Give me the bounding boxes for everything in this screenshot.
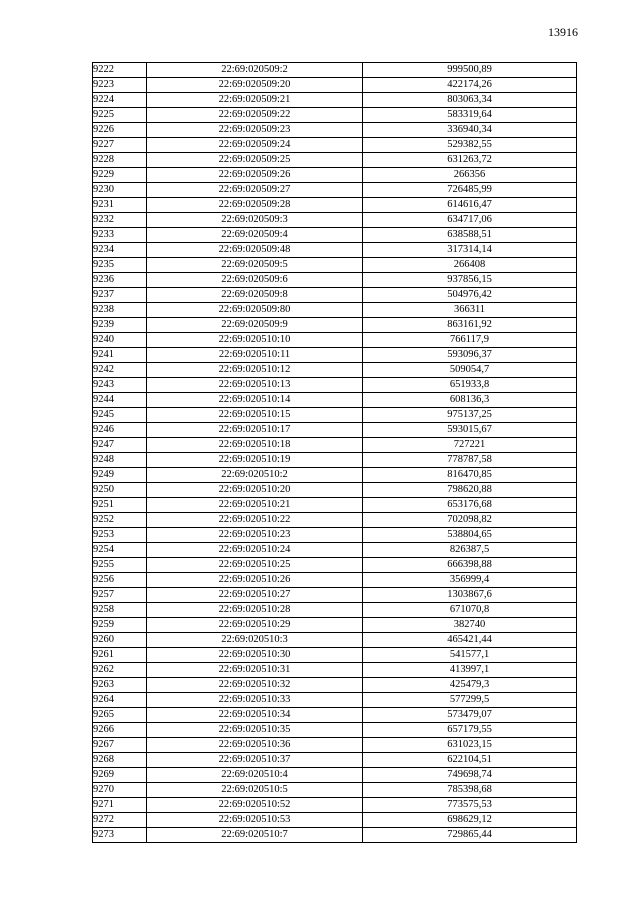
cadastral-value-cell: 608136,3 (363, 393, 577, 408)
cadastral-number-cell: 22:69:020509:20 (147, 78, 363, 93)
cadastral-value-cell: 336940,34 (363, 123, 577, 138)
row-number-cell: 9249 (93, 468, 147, 483)
table-row (93, 768, 577, 783)
cadastral-number-cell: 22:69:020510:31 (147, 663, 363, 678)
cadastral-value-cell: 666398,88 (363, 558, 577, 573)
row-number-cell: 9248 (93, 453, 147, 468)
cadastral-number-cell: 22:69:020510:29 (147, 618, 363, 633)
cadastral-value-cell: 826387,5 (363, 543, 577, 558)
cadastral-value-cell: 729865,44 (363, 828, 577, 843)
cadastral-value-cell: 577299,5 (363, 693, 577, 708)
cadastral-number-cell: 22:69:020509:22 (147, 108, 363, 123)
table-row (93, 648, 577, 663)
cadastral-value-cell: 413997,1 (363, 663, 577, 678)
table-row (93, 543, 577, 558)
table-row (93, 78, 577, 93)
table-row (93, 138, 577, 153)
row-number-cell: 9261 (93, 648, 147, 663)
table-row (93, 423, 577, 438)
row-number-cell: 9244 (93, 393, 147, 408)
cadastral-number-cell: 22:69:020510:22 (147, 513, 363, 528)
table-row (93, 528, 577, 543)
row-number-cell: 9247 (93, 438, 147, 453)
cadastral-value-cell: 975137,25 (363, 408, 577, 423)
row-number-cell: 9273 (93, 828, 147, 843)
row-number-cell: 9266 (93, 723, 147, 738)
cadastral-value-cell: 999500,89 (363, 63, 577, 78)
row-number-cell: 9233 (93, 228, 147, 243)
row-number-cell: 9252 (93, 513, 147, 528)
row-number-cell: 9245 (93, 408, 147, 423)
table-row (93, 753, 577, 768)
table-row (93, 438, 577, 453)
cadastral-number-cell: 22:69:020509:2 (147, 63, 363, 78)
table-row (93, 183, 577, 198)
table-row (93, 318, 577, 333)
cadastral-number-cell: 22:69:020510:53 (147, 813, 363, 828)
table-body (93, 63, 577, 843)
cadastral-number-cell: 22:69:020510:35 (147, 723, 363, 738)
row-number-cell: 9241 (93, 348, 147, 363)
cadastral-number-cell: 22:69:020510:3 (147, 633, 363, 648)
cadastral-number-cell: 22:69:020509:23 (147, 123, 363, 138)
cadastral-number-cell: 22:69:020509:25 (147, 153, 363, 168)
cadastral-value-cell: 593015,67 (363, 423, 577, 438)
table-row (93, 453, 577, 468)
cadastral-number-cell: 22:69:020510:34 (147, 708, 363, 723)
row-number-cell: 9243 (93, 378, 147, 393)
cadastral-number-cell: 22:69:020510:32 (147, 678, 363, 693)
row-number-cell: 9250 (93, 483, 147, 498)
row-number-cell: 9270 (93, 783, 147, 798)
table-row (93, 333, 577, 348)
cadastral-number-cell: 22:69:020510:11 (147, 348, 363, 363)
cadastral-value-cell: 634717,06 (363, 213, 577, 228)
row-number-cell: 9238 (93, 303, 147, 318)
cadastral-number-cell: 22:69:020510:27 (147, 588, 363, 603)
row-number-cell: 9259 (93, 618, 147, 633)
row-number-cell: 9253 (93, 528, 147, 543)
row-number-cell: 9235 (93, 258, 147, 273)
table-row (93, 798, 577, 813)
table-row (93, 738, 577, 753)
row-number-cell: 9269 (93, 768, 147, 783)
cadastral-value-cell: 356999,4 (363, 573, 577, 588)
cadastral-value-cell: 509054,7 (363, 363, 577, 378)
cadastral-value-cell: 1303867,6 (363, 588, 577, 603)
cadastral-number-cell: 22:69:020510:24 (147, 543, 363, 558)
table-row (93, 588, 577, 603)
cadastral-number-cell: 22:69:020510:36 (147, 738, 363, 753)
row-number-cell: 9257 (93, 588, 147, 603)
cadastral-number-cell: 22:69:020510:19 (147, 453, 363, 468)
row-number-cell: 9227 (93, 138, 147, 153)
table-row (93, 663, 577, 678)
cadastral-number-cell: 22:69:020510:13 (147, 378, 363, 393)
cadastral-number-cell: 22:69:020510:18 (147, 438, 363, 453)
row-number-cell: 9239 (93, 318, 147, 333)
row-number-cell: 9260 (93, 633, 147, 648)
cadastral-number-cell: 22:69:020509:4 (147, 228, 363, 243)
cadastral-value-cell: 622104,51 (363, 753, 577, 768)
cadastral-number-cell: 22:69:020509:27 (147, 183, 363, 198)
cadastral-value-cell: 366311 (363, 303, 577, 318)
row-number-cell: 9246 (93, 423, 147, 438)
cadastral-number-cell: 22:69:020510:17 (147, 423, 363, 438)
cadastral-value-cell: 698629,12 (363, 813, 577, 828)
cadastral-number-cell: 22:69:020510:33 (147, 693, 363, 708)
row-number-cell: 9223 (93, 78, 147, 93)
cadastral-number-cell: 22:69:020509:28 (147, 198, 363, 213)
table-row (93, 378, 577, 393)
row-number-cell: 9254 (93, 543, 147, 558)
table-row (93, 708, 577, 723)
cadastral-value-cell: 266408 (363, 258, 577, 273)
row-number-cell: 9226 (93, 123, 147, 138)
cadastral-value-cell: 803063,34 (363, 93, 577, 108)
cadastral-value-cell: 266356 (363, 168, 577, 183)
cadastral-value-cell: 785398,68 (363, 783, 577, 798)
row-number-cell: 9242 (93, 363, 147, 378)
row-number-cell: 9231 (93, 198, 147, 213)
cadastral-value-cell: 583319,64 (363, 108, 577, 123)
row-number-cell: 9255 (93, 558, 147, 573)
row-number-cell: 9263 (93, 678, 147, 693)
cadastral-value-cell: 538804,65 (363, 528, 577, 543)
cadastral-value-cell: 863161,92 (363, 318, 577, 333)
row-number-cell: 9234 (93, 243, 147, 258)
table-row (93, 483, 577, 498)
cadastral-number-cell: 22:69:020510:5 (147, 783, 363, 798)
table-row (93, 618, 577, 633)
row-number-cell: 9232 (93, 213, 147, 228)
table-row (93, 813, 577, 828)
cadastral-number-cell: 22:69:020510:14 (147, 393, 363, 408)
table-row (93, 468, 577, 483)
cadastral-number-cell: 22:69:020510:15 (147, 408, 363, 423)
table-row (93, 693, 577, 708)
row-number-cell: 9268 (93, 753, 147, 768)
table-row (93, 783, 577, 798)
table-row (93, 633, 577, 648)
cadastral-value-cell: 726485,99 (363, 183, 577, 198)
row-number-cell: 9229 (93, 168, 147, 183)
cadastral-value-cell: 937856,15 (363, 273, 577, 288)
cadastral-value-cell: 778787,58 (363, 453, 577, 468)
cadastral-value-cell: 593096,37 (363, 348, 577, 363)
cadastral-value-cell: 798620,88 (363, 483, 577, 498)
cadastral-number-cell: 22:69:020509:26 (147, 168, 363, 183)
cadastral-value-cell: 773575,53 (363, 798, 577, 813)
cadastral-value-cell: 614616,47 (363, 198, 577, 213)
row-number-cell: 9251 (93, 498, 147, 513)
cadastral-value-cell: 504976,42 (363, 288, 577, 303)
row-number-cell: 9267 (93, 738, 147, 753)
table-row (93, 498, 577, 513)
table-row (93, 123, 577, 138)
table-row (93, 63, 577, 78)
cadastral-number-cell: 22:69:020509:3 (147, 213, 363, 228)
table-row (93, 573, 577, 588)
table-row (93, 393, 577, 408)
table-row (93, 303, 577, 318)
cadastral-number-cell: 22:69:020509:48 (147, 243, 363, 258)
row-number-cell: 9222 (93, 63, 147, 78)
table-row (93, 228, 577, 243)
table-row (93, 153, 577, 168)
cadastral-value-cell: 653176,68 (363, 498, 577, 513)
cadastral-number-cell: 22:69:020510:21 (147, 498, 363, 513)
cadastral-number-cell: 22:69:020509:6 (147, 273, 363, 288)
cadastral-value-cell: 529382,55 (363, 138, 577, 153)
cadastral-number-cell: 22:69:020510:2 (147, 468, 363, 483)
cadastral-number-cell: 22:69:020510:23 (147, 528, 363, 543)
row-number-cell: 9240 (93, 333, 147, 348)
table-row (93, 678, 577, 693)
cadastral-number-cell: 22:69:020510:37 (147, 753, 363, 768)
cadastral-number-cell: 22:69:020510:20 (147, 483, 363, 498)
cadastral-number-cell: 22:69:020509:9 (147, 318, 363, 333)
cadastral-number-cell: 22:69:020509:8 (147, 288, 363, 303)
row-number-cell: 9225 (93, 108, 147, 123)
row-number-cell: 9265 (93, 708, 147, 723)
cadastral-number-cell: 22:69:020510:7 (147, 828, 363, 843)
page-number: 13916 (548, 25, 578, 39)
table-row (93, 243, 577, 258)
row-number-cell: 9258 (93, 603, 147, 618)
row-number-cell: 9236 (93, 273, 147, 288)
table-row (93, 273, 577, 288)
table-row (93, 558, 577, 573)
table-row (93, 198, 577, 213)
table-row (93, 93, 577, 108)
cadastral-value-cell: 541577,1 (363, 648, 577, 663)
row-number-cell: 9256 (93, 573, 147, 588)
cadastral-value-cell: 425479,3 (363, 678, 577, 693)
row-number-cell: 9228 (93, 153, 147, 168)
cadastral-number-cell: 22:69:020509:24 (147, 138, 363, 153)
table-row (93, 723, 577, 738)
cadastral-number-cell: 22:69:020510:25 (147, 558, 363, 573)
table-row (93, 168, 577, 183)
cadastral-number-cell: 22:69:020510:4 (147, 768, 363, 783)
row-number-cell: 9237 (93, 288, 147, 303)
cadastral-number-cell: 22:69:020509:80 (147, 303, 363, 318)
cadastral-value-cell: 638588,51 (363, 228, 577, 243)
row-number-cell: 9271 (93, 798, 147, 813)
cadastral-number-cell: 22:69:020510:12 (147, 363, 363, 378)
cadastral-number-cell: 22:69:020510:10 (147, 333, 363, 348)
cadastral-value-cell: 727221 (363, 438, 577, 453)
cadastral-value-cell: 573479,07 (363, 708, 577, 723)
cadastral-number-cell: 22:69:020510:30 (147, 648, 363, 663)
row-number-cell: 9272 (93, 813, 147, 828)
row-number-cell: 9230 (93, 183, 147, 198)
table-row (93, 108, 577, 123)
table-row (93, 288, 577, 303)
table-row (93, 363, 577, 378)
cadastral-value-table (92, 62, 577, 843)
row-number-cell: 9264 (93, 693, 147, 708)
cadastral-value-cell: 766117,9 (363, 333, 577, 348)
cadastral-number-cell: 22:69:020510:52 (147, 798, 363, 813)
cadastral-value-cell: 651933,8 (363, 378, 577, 393)
cadastral-value-cell: 631263,72 (363, 153, 577, 168)
cadastral-number-cell: 22:69:020509:21 (147, 93, 363, 108)
cadastral-value-cell: 657179,55 (363, 723, 577, 738)
cadastral-value-cell: 465421,44 (363, 633, 577, 648)
cadastral-value-cell: 317314,14 (363, 243, 577, 258)
row-number-cell: 9224 (93, 93, 147, 108)
cadastral-value-cell: 631023,15 (363, 738, 577, 753)
cadastral-value-cell: 749698,74 (363, 768, 577, 783)
cadastral-value-cell: 422174,26 (363, 78, 577, 93)
cadastral-number-cell: 22:69:020509:5 (147, 258, 363, 273)
table-row (93, 258, 577, 273)
cadastral-value-cell: 382740 (363, 618, 577, 633)
cadastral-value-cell: 671070,8 (363, 603, 577, 618)
cadastral-value-cell: 702098,82 (363, 513, 577, 528)
table-row (93, 213, 577, 228)
cadastral-number-cell: 22:69:020510:26 (147, 573, 363, 588)
cadastral-value-cell: 816470,85 (363, 468, 577, 483)
table-row (93, 348, 577, 363)
cadastral-number-cell: 22:69:020510:28 (147, 603, 363, 618)
table-row (93, 513, 577, 528)
table-row (93, 408, 577, 423)
table-row (93, 828, 577, 843)
table-row (93, 603, 577, 618)
row-number-cell: 9262 (93, 663, 147, 678)
